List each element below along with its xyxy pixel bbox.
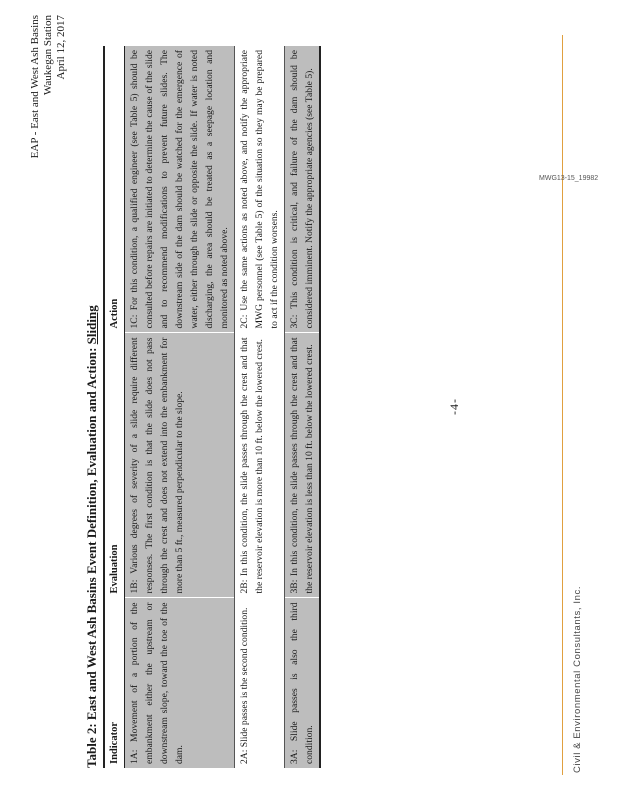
action-cell: 2C: Use the same actions as noted above, and notify the appropriate MWG personnel (see Table 5) of the situation so they may be prepared to act if the condition worsens. [235,46,285,333]
table-row [285,46,321,768]
evaluation-cell: 1B: Various degrees of severity of a slide require different responses. The first condition is that the slide does not pass through the crest and does not extend into the embankment for more than 5 ft., measured perpendicular to the slope. [125,333,235,598]
table-row [235,46,285,768]
action-cell: 3C: This condition is critical, and failure of the dam should be considered imminent. Notify the appropriate agencies (see Table 5). [285,46,321,333]
document-code: MWG13-15_19982 [539,175,599,182]
column-header-evaluation: Evaluation [104,333,125,598]
footer-divider [562,35,563,775]
table-title-prefix: Table 2: East and West Ash Basins Event Definition, Evaluation and Action: [84,347,99,768]
column-header-action: Action [104,46,125,333]
rotated-page [29,15,599,775]
evaluation-cell: 2B: In this condition, the slide passes through the crest and that the reservoir elevation is more than 10 ft. below the lowered crest. [235,333,285,598]
table-header-row [104,46,125,768]
event-table [103,46,321,768]
footer-company-name: Civil & Environmental Consultants, Inc. [572,585,583,773]
header-line-3: April 12, 2017 [55,15,67,80]
evaluation-cell: 3B: In this condition, the slide passes through the crest and that the reservoir elevation is less than 10 ft. below the lowered crest. [285,333,321,598]
table-row [125,46,235,768]
header-line-1: EAP - East and West Ash Basins [29,15,41,159]
action-cell: 1C: For this condition, a qualified engineer (see Table 5) should be consulted before repairs are initiated to determine the cause of the slide and to recommend modifications to prevent future slides. The downstream side of the dam should be watched for the emergence of water, either through the slide or opposite the slide. If water is noted discharging, the area should be treated as a seepage location and monitored as noted above. [125,46,235,333]
page-number: -4- [447,398,461,415]
document-header [29,15,68,158]
column-header-indicator: Indicator [104,598,125,768]
indicator-cell: 1A: Movement of a portion of the embankment either the upstream or downstream slope, toward the toe of the dam. [125,598,235,768]
indicator-cell: 2A: Slide passes is the second condition. [235,598,285,768]
table-title [84,305,100,768]
indicator-cell: 3A: Slide passes is also the third condition. [285,598,321,768]
header-line-2: Waukegan Station [42,15,54,96]
table-title-event: Sliding [84,305,99,345]
